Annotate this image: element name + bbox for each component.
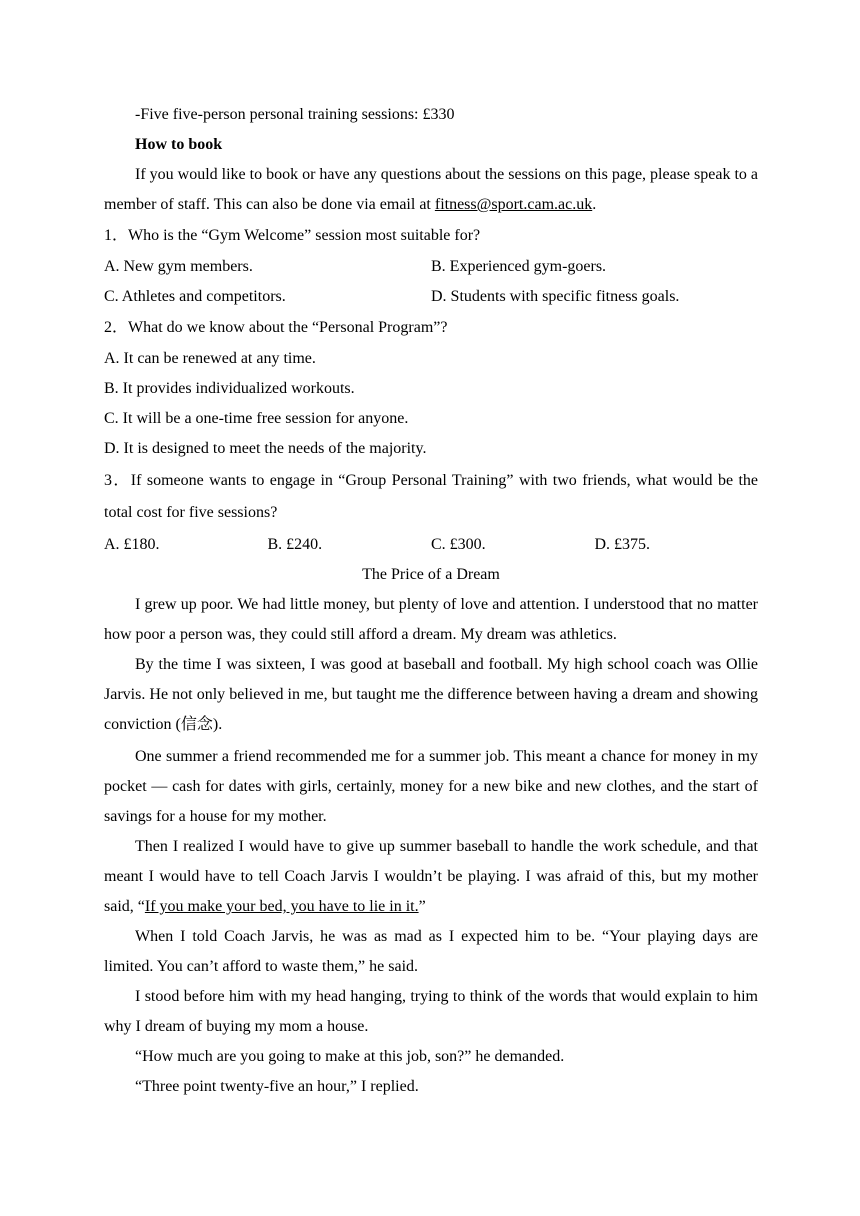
question-3-options bbox=[104, 530, 758, 560]
booking-paragraph bbox=[104, 160, 758, 220]
question-3-option-c: C. £300. bbox=[431, 536, 486, 553]
question-1-options-row-2 bbox=[104, 282, 758, 312]
question-2-option-a: A. It can be renewed at any time. bbox=[104, 350, 316, 367]
question-1-option-d: D. Students with specific fitness goals. bbox=[431, 288, 680, 305]
question-3-option-d: D. £375. bbox=[594, 536, 651, 553]
question-2-option-d: D. It is designed to meet the needs of the majority. bbox=[104, 440, 427, 457]
story-paragraph-4-text: Then I realized I would have to give up summer baseball to handle the work schedule, and that meant I would have to tell Coach Jarvis I wouldn’t be playing. I was afraid of this, but my mother said, “ bbox=[104, 838, 758, 915]
story-paragraph-2: By the time I was sixteen, I was good at baseball and football. My high school coach was Ollie Jarvis. He not only believed in me, but taught me the difference between having a dream and showing conviction (信念). bbox=[104, 656, 758, 733]
underlined-quote: If you make your bed, you have to lie in it. bbox=[144, 898, 419, 915]
question-1-options-row-1 bbox=[104, 252, 758, 282]
story-paragraph-7: “How much are you going to make at this job, son?” he demanded. bbox=[135, 1048, 565, 1065]
price-line: -Five five-person personal training sessions: £330 bbox=[135, 106, 455, 123]
question-1-option-c: C. Athletes and competitors. bbox=[104, 288, 286, 305]
story-title: The Price of a Dream bbox=[362, 566, 500, 583]
story-paragraph-4-end: ” bbox=[418, 898, 426, 915]
story-paragraph-4 bbox=[104, 832, 758, 922]
question-3-stem: 3．If someone wants to engage in “Group Personal Training” with two friends, what would be the total cost for five sessions? bbox=[104, 472, 758, 521]
booking-text: If you would like to book or have any questions about the sessions on this page, please speak to a member of staff. This can also be done via email at bbox=[104, 166, 758, 213]
question-1-option-a: A. New gym members. bbox=[104, 258, 253, 275]
question-2-stem: 2．What do we know about the “Personal Program”? bbox=[104, 319, 448, 336]
email-link[interactable]: fitness@sport.cam.ac.uk bbox=[434, 196, 593, 213]
story-paragraph-5: When I told Coach Jarvis, he was as mad as I expected him to be. “Your playing days are limited. You can’t afford to waste them,” he said. bbox=[104, 928, 758, 975]
question-1-stem: 1．Who is the “Gym Welcome” session most suitable for? bbox=[104, 227, 481, 244]
story-paragraph-1: I grew up poor. We had little money, but plenty of love and attention. I understood that no matter how poor a person was, they could still afford a dream. My dream was athletics. bbox=[104, 596, 758, 643]
booking-heading: How to book bbox=[135, 136, 223, 153]
question-3-option-b: B. £240. bbox=[267, 536, 323, 553]
booking-text-end: . bbox=[592, 196, 597, 213]
question-1-option-b: B. Experienced gym-goers. bbox=[431, 258, 607, 275]
question-3-option-a: A. £180. bbox=[104, 536, 160, 553]
question-2-option-b: B. It provides individualized workouts. bbox=[104, 380, 355, 397]
story-paragraph-3: One summer a friend recommended me for a summer job. This meant a chance for money in my pocket — cash for dates with girls, certainly, money for a new bike and new clothes, and the start of savings for a house for my mother. bbox=[104, 748, 758, 825]
question-2-option-c: C. It will be a one-time free session for anyone. bbox=[104, 410, 409, 427]
story-paragraph-6: I stood before him with my head hanging, trying to think of the words that would explain to him why I dream of buying my mom a house. bbox=[104, 988, 758, 1035]
document-page bbox=[104, 100, 758, 1102]
story-paragraph-8: “Three point twenty-five an hour,” I replied. bbox=[135, 1078, 419, 1095]
